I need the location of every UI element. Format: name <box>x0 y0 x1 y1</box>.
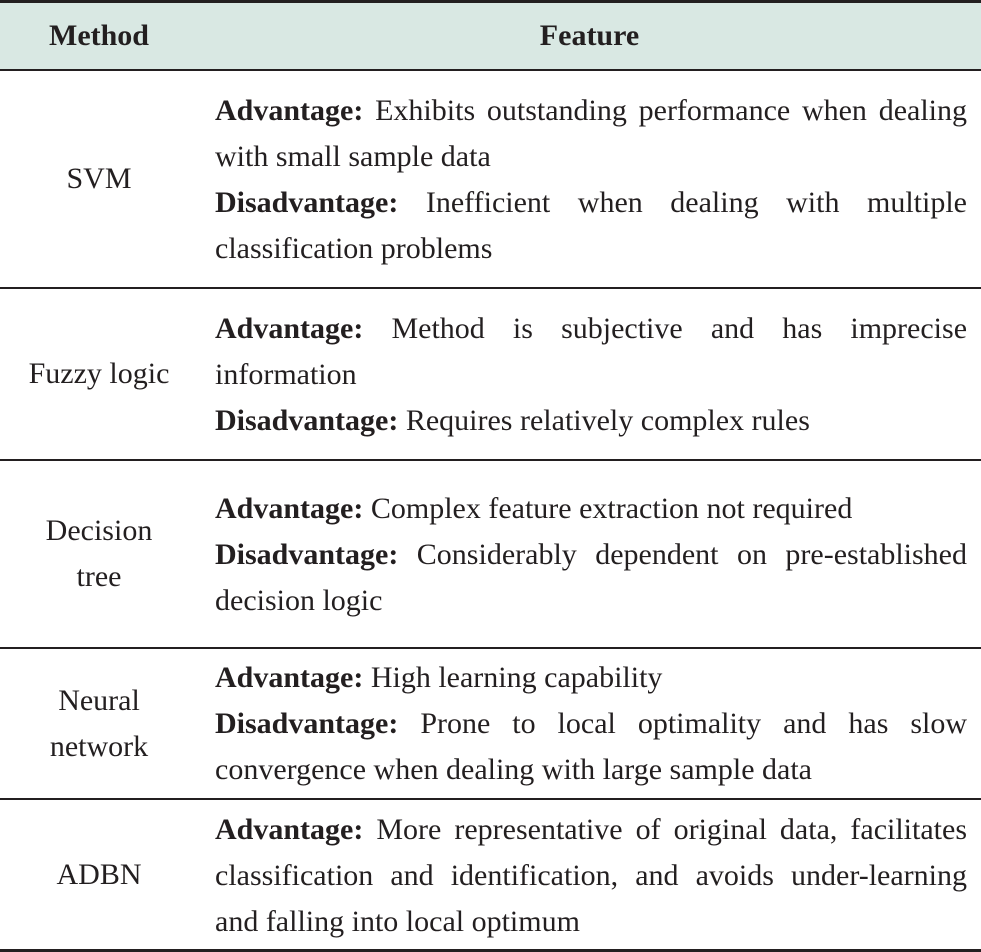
method-name: ADBN <box>56 857 142 891</box>
method-name-line-1: Decision <box>45 514 153 547</box>
disadvantage-line <box>215 701 967 793</box>
table-row <box>0 461 981 649</box>
advantage-label: Advantage: <box>215 661 364 694</box>
advantage-line <box>215 807 967 945</box>
disadvantage-text: Considerably dependent on pre-established decision logic <box>215 538 967 617</box>
table-row <box>0 71 981 289</box>
table-row <box>0 289 981 461</box>
method-cell <box>0 800 198 949</box>
feature-cell <box>215 807 967 945</box>
advantage-text: Exhibits outstanding performance when dealing with small sample data <box>215 94 967 173</box>
method-cell <box>0 289 198 459</box>
header-method: Method <box>49 19 149 52</box>
disadvantage-line <box>215 398 967 444</box>
advantage-label: Advantage: <box>215 312 364 345</box>
feature-cell <box>215 655 967 793</box>
advantage-line <box>215 306 967 398</box>
disadvantage-label: Disadvantage: <box>215 707 399 740</box>
disadvantage-label: Disadvantage: <box>215 404 399 437</box>
advantage-label: Advantage: <box>215 492 364 525</box>
header-feature: Feature <box>539 19 640 52</box>
method-cell <box>0 71 198 287</box>
table-row <box>0 800 981 952</box>
method-name: Fuzzy logic <box>28 357 170 390</box>
feature-cell <box>215 306 967 444</box>
disadvantage-line <box>215 180 967 272</box>
table-row <box>0 649 981 800</box>
advantage-line <box>215 655 967 701</box>
table-header <box>0 0 981 71</box>
advantage-text: More representative of original data, facilitates classification and identification, and avoids under-learning and falling into local optimum <box>215 813 967 938</box>
advantage-label: Advantage: <box>215 813 364 846</box>
method-name-line-2: network <box>49 729 149 763</box>
method-cell <box>0 649 198 798</box>
advantage-text: High learning capability <box>370 661 663 694</box>
advantage-text: Complex feature extraction not required <box>370 492 853 525</box>
disadvantage-label: Disadvantage: <box>215 186 399 219</box>
advantage-line <box>215 486 967 532</box>
method-cell <box>0 461 198 647</box>
disadvantage-label: Disadvantage: <box>215 538 399 571</box>
disadvantage-text: Inefficient when dealing with multiple classification problems <box>215 186 967 265</box>
disadvantage-text: Prone to local optimality and has slow convergence when dealing with large sample data <box>215 707 968 786</box>
disadvantage-line <box>215 532 967 624</box>
method-name: SVM <box>66 162 132 195</box>
advantage-line <box>215 88 967 180</box>
disadvantage-text: Requires relatively complex rules <box>405 404 810 437</box>
advantage-text: Method is subjective and has imprecise information <box>215 312 968 391</box>
method-name-line-1: Neural <box>58 683 140 717</box>
advantage-label: Advantage: <box>215 94 364 127</box>
method-name-line-2: tree <box>76 560 122 593</box>
feature-cell <box>215 486 967 624</box>
feature-cell <box>215 88 967 272</box>
